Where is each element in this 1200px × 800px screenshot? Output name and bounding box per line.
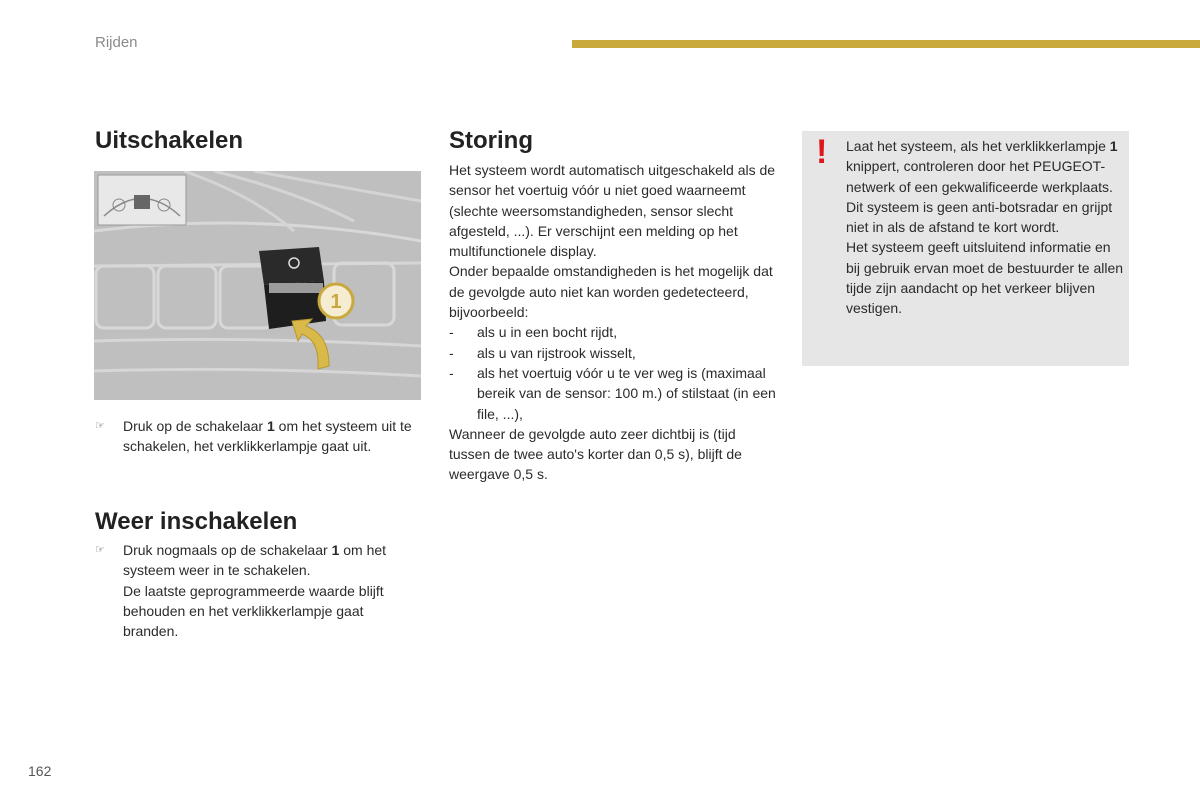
storing-paragraph-3: Wanneer de gevolgde auto zeer dichtbij is (tijd tussen de twee auto's korter dan 0,5 s), blijft de weergave 0,5 s. <box>449 425 742 483</box>
on-text-bold: 1 <box>331 542 340 558</box>
heading-weer-inschakelen: Weer inschakelen <box>95 508 298 535</box>
warning-box <box>802 131 1129 366</box>
off-text-after: om het systeem uit te schakelen, het verklikkerlampje gaat uit. <box>123 418 412 455</box>
page-header-section: Rijden <box>95 34 138 51</box>
dashboard-switch-illustration <box>94 171 421 400</box>
storing-paragraph-1: Het systeem wordt automatisch uitgeschakeld als de sensor het voertuig vóór u niet goed waarneemt (slechte weersomstandigheden, sensor slecht afgesteld, ...). Er verschijnt een melding op het multifunctionele display. <box>449 162 776 260</box>
on-text-before: Druk nogmaals op de schakelaar <box>123 542 332 558</box>
off-text-before: Druk op de schakelaar <box>123 418 267 434</box>
on-text-line2: De laatste geprogrammeerde waarde blijft behouden en het verklikkerlampje gaat branden. <box>123 582 384 640</box>
off-text-bold: 1 <box>266 418 275 434</box>
pointing-hand-icon: ☞ <box>95 544 105 556</box>
storing-list <box>449 322 779 423</box>
pointing-hand-icon: ☞ <box>95 420 105 432</box>
warning-text: Laat het systeem, als het verklikkerlampje 1 knippert, controleren door het PEUGEOT-netwerk of een gekwalificeerde werkplaats. Dit systeem is geen anti-botsradar en grijpt niet in als de afstand te kort wordt. Het systeem geeft uitsluitend informatie en bij gebruik ervan moet de bestuurder te allen tijde zijn aandacht op het verkeer blijven vestigen. <box>846 138 1124 317</box>
heading-storing: Storing <box>449 127 533 154</box>
page-number: 162 <box>28 763 52 779</box>
header-accent-bar <box>572 40 1200 48</box>
storing-body <box>449 160 779 485</box>
instruction-off <box>95 416 415 457</box>
exclamation-icon: ! <box>816 133 828 171</box>
list-item: - als het voertuig vóór u te ver weg is (maximaal bereik van de sensor: 100 m.) of stilstaat (in een file, ...), <box>449 364 776 422</box>
heading-uitschakelen: Uitschakelen <box>95 127 244 154</box>
figure-callout-label: 1 <box>330 291 342 313</box>
list-item: - als u van rijstrook wisselt, <box>449 344 636 361</box>
list-item: - als u in een bocht rijdt, <box>449 324 618 341</box>
storing-paragraph-2: Onder bepaalde omstandigheden is het mogelijk dat de gevolgde auto niet kan worden gedetecteerd, bijvoorbeeld: <box>449 263 773 321</box>
instruction-on <box>95 540 415 641</box>
on-text-after: om het systeem weer in te schakelen. <box>123 542 387 579</box>
